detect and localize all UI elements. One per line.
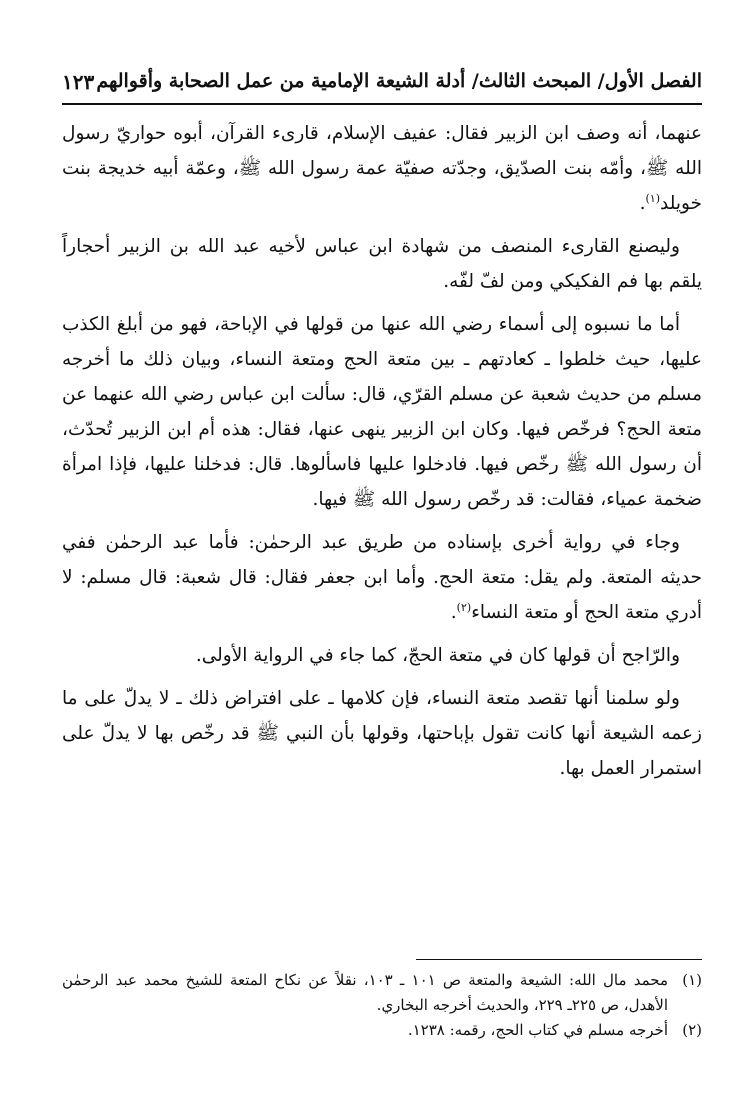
footnotes — [62, 968, 702, 1043]
paragraph-3: أما ما نسبوه إلى أسماء رضي الله عنها من قولها في الإباحة، فهو من أبلغ الكذب عليها، حيث خلطوا ـ كعادتهم ـ بين متعة الحج ومتعة النساء، وبيان ذلك ما أخرجه مسلم من حديث شعبة عن مسلم القرّي، قال: سألت ابن عباس رضي الله عنهما عن متعة الحج؟ فرخّص فيها. وكان ابن الزبير ينهى عنها، فقال: هذه أم ابن الزبير تُحدّث، أن رسول الله ﷺ رخّص فيها. فادخلوا عليها فاسألوها. قال: فدخلنا عليها، فإذا امرأة ضخمة عمياء، فقالت: قد رخّص رسول الله ﷺ فيها. — [62, 314, 702, 510]
page-number: ١٢٣ — [62, 70, 95, 94]
footnote-divider — [416, 959, 702, 960]
footnote-1 — [62, 968, 702, 1018]
header-title: الفصل الأول/ المبحث الثالث/ أدلة الشيعة الإمامية من عمل الصحابة وأقوالهم — [96, 70, 702, 92]
footnote-2 — [62, 1018, 702, 1043]
paragraph-6: ولو سلمنا أنها تقصد متعة النساء، فإن كلامها ـ على افتراض ذلك ـ لا يدلّ على ما زعمه الشيعة أنها كانت تقول بإباحتها، وقولها بأن النبي ﷺ قد رخّص بها لا يدلّ على استمرار العمل بها. — [62, 688, 702, 779]
paragraph-4: وجاء في رواية أخرى بإسناده من طريق عبد الرحمٰن: فأما عبد الرحمٰن ففي حديثه المتعة. ولم يقل: متعة الحج. وأما ابن جعفر فقال: قال شعبة: قال مسلم: لا أدري متعة الحج أو متعة النساء$^{(٢)}$. — [62, 532, 702, 623]
paragraph-5: والرّاجح أن قولها كان في متعة الحجّ، كما جاء في الرواية الأولى. — [195, 645, 680, 666]
footnote-text-1: محمد مال الله: الشيعة والمتعة ص ١٠١ ـ ١٠٣، نقلاً عن نكاح المتعة للشيخ محمد عبد الرحمٰن الأهدل، ص ٢٢٥ـ ٢٢٩، والحديث أخرجه البخاري. — [62, 971, 668, 1014]
main-text — [62, 116, 702, 786]
footnote-mark-2: (٢) — [682, 1021, 702, 1039]
paragraph-2: وليصنع القارىء المنصف من شهادة ابن عباس لأخيه عبد الله بن الزبير أحجاراً يلقم بها فم الفكيكي ومن لفّ لفّه. — [62, 236, 702, 292]
footnote-text-2: أخرجه مسلم في كتاب الحج، رقمه: ١٢٣٨. — [407, 1021, 668, 1039]
footnote-ref-2[interactable]: (٢) — [456, 600, 472, 614]
footnote-mark-1: (١) — [682, 971, 702, 989]
footnote-ref-1[interactable]: (١) — [645, 191, 661, 205]
running-header — [62, 68, 702, 100]
paragraph-1: عنهما، أنه وصف ابن الزبير فقال: عفيف الإسلام، قارىء القرآن، أبوه حواريّ رسول الله ﷺ، وأمّه بنت الصدّيق، وجدّته صفيّة عمة رسول الله ﷺ، وعمّة أبيه خديجة بنت خويلد$^{(١)}$. — [62, 123, 702, 214]
header-divider — [62, 103, 702, 105]
